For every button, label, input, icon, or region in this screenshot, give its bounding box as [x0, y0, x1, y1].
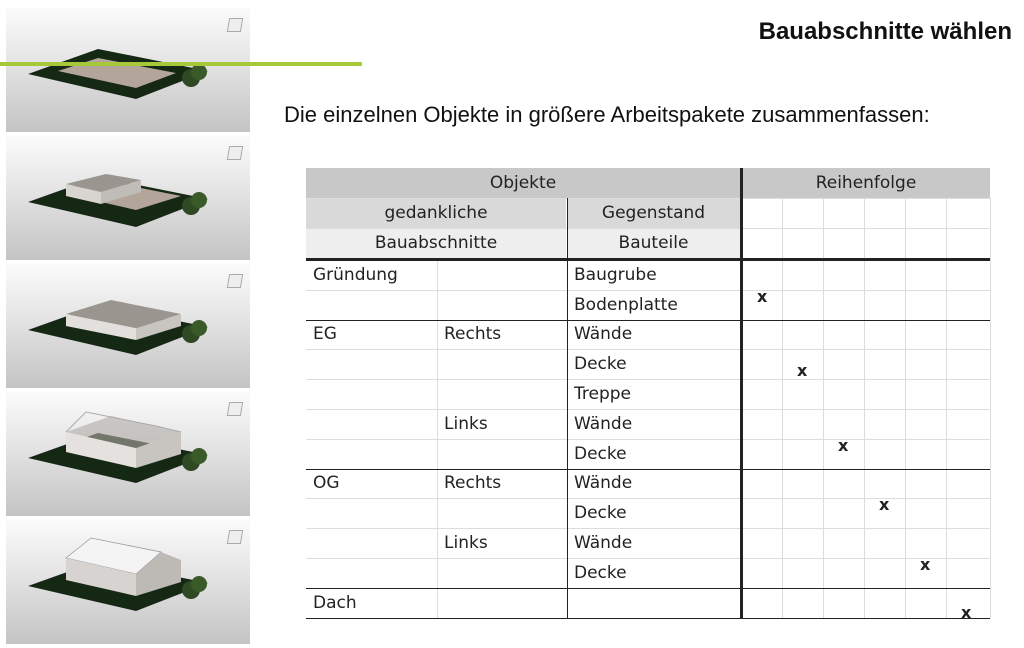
row-group-label — [306, 498, 437, 528]
grid-line — [990, 198, 991, 618]
viewcube-icon[interactable] — [227, 274, 243, 288]
row-part-label: Decke — [574, 354, 627, 375]
row-group-label: Gründung — [313, 264, 398, 285]
model-thumbnails — [6, 8, 250, 648]
thumbnail-ground-floor-right — [6, 136, 250, 260]
row-part-label: Wände — [574, 413, 633, 434]
row-group-label — [306, 558, 437, 588]
row-group-label — [306, 409, 437, 439]
table-border — [740, 168, 743, 618]
row-group-label — [306, 379, 437, 409]
table-border — [306, 618, 990, 620]
row-group-label: OG — [313, 473, 340, 494]
row-part-label: Baugrube — [574, 264, 657, 285]
row-part-label: Wände — [574, 324, 633, 345]
viewcube-icon[interactable] — [227, 18, 243, 32]
thumbnail-ground-floor — [6, 264, 250, 388]
row-side-label — [437, 588, 567, 618]
header-reihenfolge: Reihenfolge — [742, 168, 990, 198]
header-bauteile: Bauteile — [567, 228, 740, 258]
row-group-label — [306, 528, 437, 558]
row-group-label: EG — [313, 324, 337, 345]
viewcube-icon[interactable] — [227, 146, 243, 160]
header-gedankliche: gedankliche — [306, 198, 566, 228]
sequence-mark: x — [920, 555, 931, 574]
row-side-label — [437, 349, 567, 379]
row-side-label — [437, 260, 567, 290]
thumbnail-foundation — [6, 8, 250, 132]
row-part-label: Treppe — [574, 384, 632, 405]
grid-line — [306, 228, 990, 229]
header-objekte: Objekte — [306, 168, 740, 198]
accent-line — [0, 62, 362, 66]
thumbnail-upper-floor — [6, 392, 250, 516]
sequence-mark: x — [879, 495, 890, 515]
page-subtitle: Die einzelnen Objekte in größere Arbeitspakete zusammenfassen: — [284, 102, 930, 127]
sequence-mark: x — [797, 361, 808, 381]
grid-line — [306, 198, 990, 199]
row-part-label: Decke — [574, 503, 627, 524]
row-part-label — [567, 588, 740, 618]
row-group-label — [306, 290, 437, 320]
row-side-label — [437, 558, 567, 588]
row-side-label — [437, 379, 567, 409]
viewcube-icon[interactable] — [227, 530, 243, 544]
row-part-label: Bodenplatte — [574, 294, 678, 315]
row-group-label: Dach — [313, 592, 357, 613]
sequence-mark: x — [838, 435, 849, 455]
row-side-label — [437, 439, 567, 469]
header-bauabschnitte: Bauabschnitte — [306, 228, 566, 258]
row-group-label — [306, 439, 437, 469]
row-side-label: Links — [444, 413, 488, 434]
row-side-label: Rechts — [444, 473, 502, 494]
page-title: Bauabschnitte wählen — [758, 18, 1012, 45]
row-side-label: Links — [444, 533, 488, 554]
row-part-label: Wände — [574, 473, 633, 494]
viewcube-icon[interactable] — [227, 402, 243, 416]
row-side-label — [437, 498, 567, 528]
row-side-label: Rechts — [444, 324, 502, 345]
row-part-label: Decke — [574, 443, 627, 464]
row-part-label: Decke — [574, 562, 627, 583]
header-gegenstand: Gegenstand — [567, 198, 740, 228]
row-side-label — [437, 290, 567, 320]
row-part-label: Wände — [574, 533, 633, 554]
row-group-label — [306, 349, 437, 379]
sequence-mark: x — [757, 286, 768, 306]
thumbnail-roof — [6, 520, 250, 644]
construction-phases-table — [306, 168, 990, 622]
sequence-mark: x — [961, 602, 972, 622]
